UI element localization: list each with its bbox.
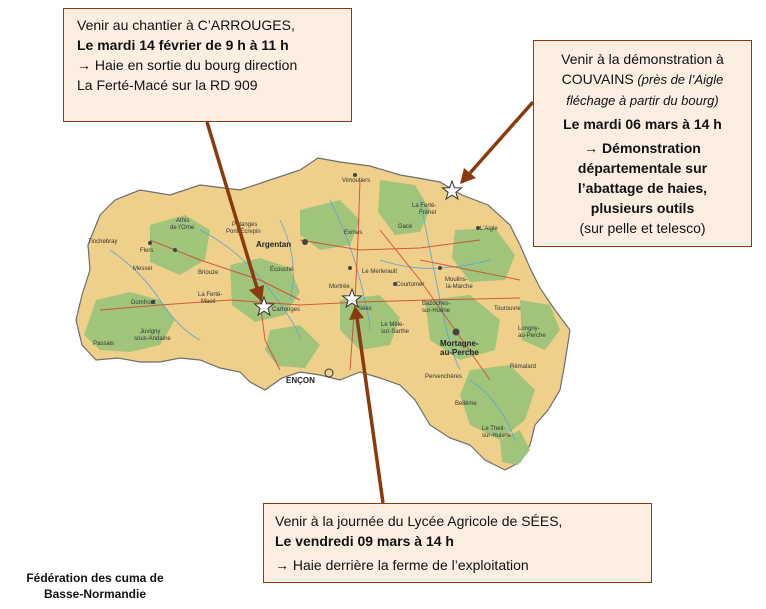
town-la-marche: la-Marche [446, 284, 473, 290]
town-moulins: Moulins- [445, 277, 468, 283]
arrow-couvains [470, 102, 533, 173]
town-mortagne: Mortagne- [440, 339, 479, 348]
callout-carrouges [63, 8, 352, 122]
couvains-note-2: fléchage à partir du bourg) [566, 93, 719, 108]
town-mace: Macé [201, 299, 216, 305]
town-vimoutiers: Vimoutiers [342, 178, 371, 184]
town-tinchebray: Tinchebray [88, 239, 118, 245]
town-sur-huisne: sur-Huisne [482, 433, 512, 439]
town-alencon: ENÇON [286, 376, 315, 385]
carrouges-intro: Venir au chantier à C’ARROUGES, [77, 17, 295, 33]
town-la-ferte-frenel: La Ferté- [412, 203, 437, 209]
town-athis: Athis [176, 218, 190, 224]
town-bazoches: Bazoches- [422, 301, 451, 307]
town-exmes: Exmes [344, 230, 363, 236]
callout-couvains [533, 40, 752, 247]
town-belleme: Bellême [455, 401, 477, 407]
town-flers: Flers [140, 248, 154, 254]
town-sees: Sées [358, 306, 372, 312]
town-tourouvre: Tourouvre [494, 306, 521, 312]
carrouges-detail-1: → Haie en sortie du bourg direction [77, 57, 298, 73]
town-sur-sarthe: sur-Sarthe [381, 329, 410, 335]
town-le-merlerault: Le Merlerault [362, 269, 398, 275]
town-le-mele: Le Mêle- [381, 322, 405, 328]
credit-line-1: Fédération des cuma de [26, 571, 164, 585]
town-mortree: Mortrée [329, 284, 350, 290]
carrouges-date: Le mardi 14 février de 9 h à 11 h [77, 37, 289, 53]
town-argentan: Argentan [256, 240, 292, 249]
carrouges-detail-2: La Ferté-Macé sur la RD 909 [77, 77, 258, 93]
town-putanges: Putanges [232, 222, 258, 228]
town-sous-andaine: sous-Andaine [134, 336, 171, 342]
sees-intro: Venir à la journée du Lycée Agricole de SÉES, [275, 513, 563, 529]
town-pervencheres: Pervenchères [425, 374, 463, 380]
sees-detail: → Haie derrière la ferme de l’exploitation [275, 557, 529, 573]
town-de-lorne: de l’Orne [170, 225, 195, 231]
town-au-perche: au-Perche [518, 333, 546, 339]
town-juvigny: Juvigny [140, 329, 161, 335]
town-messei: Messei [133, 266, 153, 272]
couvains-intro: Venir à la démonstration à [561, 51, 724, 67]
couvains-note-1: (près de l’Aigle [633, 72, 724, 87]
town-ecouche: Écouché [270, 267, 294, 273]
couvains-detail-2: départementale sur [577, 160, 708, 176]
couvains-detail-5: (sur pelle et telesco) [579, 220, 706, 236]
town-frenel: Frênel [419, 210, 437, 216]
town-longny: Longny- [518, 326, 540, 332]
sees-date: Le vendredi 09 mars à 14 h [275, 533, 454, 549]
town-courtomer: Courtomer [396, 282, 425, 288]
callout-sees [263, 503, 652, 583]
town-la-ferte-mace: La Ferté- [198, 292, 223, 298]
town-mortagne-au-perche: au-Perche [440, 348, 479, 357]
town-carrouges: Carrouges [272, 307, 301, 313]
town-laigle: L’Aigle [480, 226, 498, 232]
town-domfront: Domfront [131, 300, 156, 306]
couvains-place: COUVAINS [561, 71, 634, 87]
couvains-detail-3: l’abattage de haies, [577, 180, 708, 196]
organisation-credit [6, 570, 184, 602]
town-remalard: Rémalard [510, 364, 537, 370]
town-sur-hoene: sur-Hoëne [422, 308, 451, 314]
couvains-detail-4: plusieurs outils [590, 200, 695, 216]
town-le-theil: Le Theil- [482, 426, 506, 432]
town-passais: Passais [93, 341, 115, 347]
couvains-date: Le mardi 06 mars à 14 h [563, 116, 722, 132]
town-gace: Gacé [398, 224, 413, 230]
town-briouze: Briouze [198, 270, 219, 276]
credit-line-2: Basse-Normandie [43, 587, 147, 601]
town-pont-ecrepin: Pont-Écrepin [226, 229, 261, 235]
couvains-detail-1: → Démonstration [584, 140, 701, 156]
